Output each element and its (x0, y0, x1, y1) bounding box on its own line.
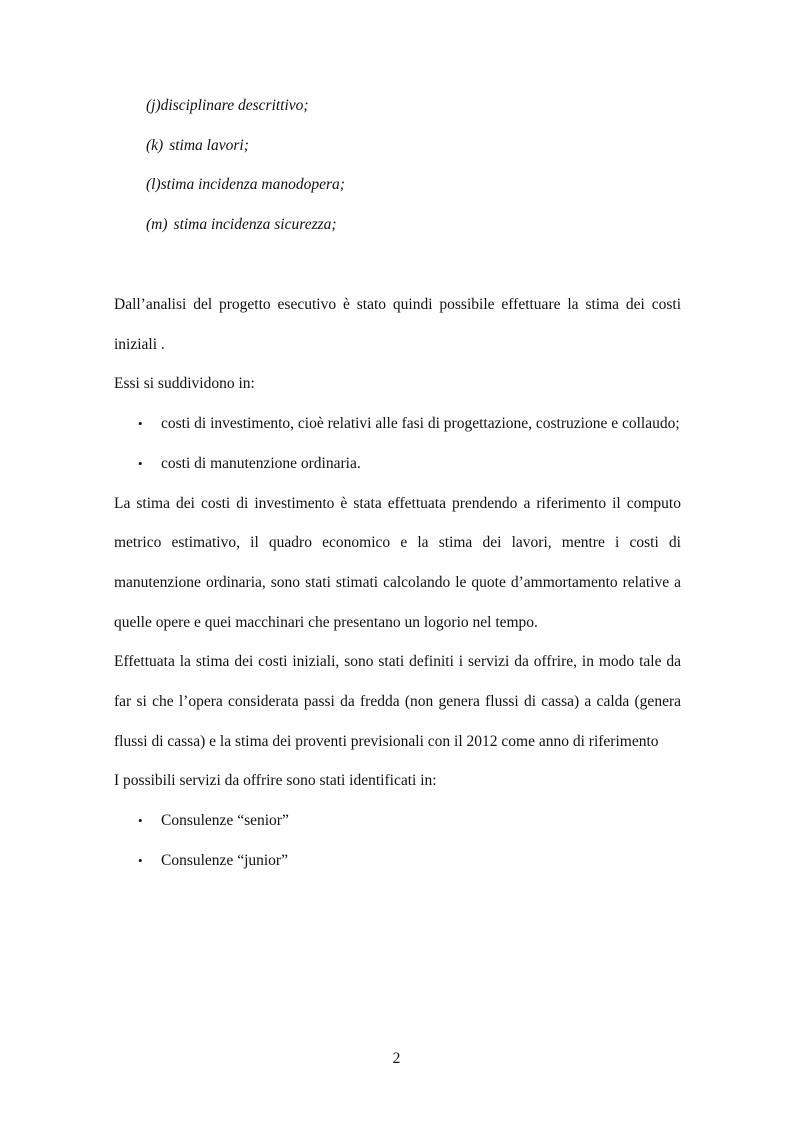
paragraph: Dall’analisi del progetto esecutivo è stato quindi possibile effettuare la stima dei costi iniziali . (114, 296, 681, 353)
list-text: disciplinare descrittivo; (160, 97, 309, 114)
document-list (146, 93, 646, 251)
bullet-text: costi di investimento, cioè relativi alle fasi di progettazione, costruzione e collaudo; (161, 415, 680, 433)
document-body (114, 285, 681, 881)
paragraph: I possibili servizi da offrire sono stati identificati in: (114, 772, 437, 790)
paragraph: Effettuata la stima dei costi iniziali, sono stati definiti i servizi da offrire, in modo tale da far si che l’opera considerata passi da fredda (non genera flussi di cassa) a calda (genera flussi di cassa) e la stima dei proventi previsionali con il 2012 come anno di riferimento (114, 653, 681, 750)
list-item (146, 172, 646, 212)
list-item (146, 212, 646, 252)
bullet-icon: • (138, 455, 143, 471)
page-number: 2 (392, 1050, 401, 1067)
list-text: stima incidenza manodopera; (160, 176, 345, 193)
bullet-item (114, 444, 681, 484)
list-item (146, 93, 646, 133)
list-marker: (l) (146, 176, 161, 193)
bullet-item (114, 841, 681, 881)
list-text: stima incidenza sicurezza; (173, 215, 337, 233)
bullet-item (114, 801, 681, 841)
bullet-text: costi di manutenzione ordinaria. (161, 454, 361, 472)
bullet-icon: • (138, 416, 143, 432)
paragraph: Essi si suddividono in: (114, 375, 255, 393)
bullet-text: Consulenze “junior” (161, 851, 288, 869)
bullet-text: Consulenze “senior” (161, 812, 289, 830)
list-item (146, 133, 646, 173)
bullet-icon: • (138, 813, 143, 829)
list-marker: (j) (146, 97, 161, 114)
list-marker: (k) (146, 136, 164, 154)
list-text: stima lavori; (169, 136, 249, 154)
bullet-icon: • (138, 852, 143, 868)
paragraph: La stima dei costi di investimento è stata effettuata prendendo a riferimento il computo metrico estimativo, il quadro economico e la stima dei lavori, mentre i costi di manutenzione ordinaria, sono stati stimati calcolando le quote d’ammortamento relative a quelle opere e quei macchinari che presentano un logorio nel tempo. (114, 494, 681, 631)
list-marker: (m) (146, 215, 168, 233)
bullet-item (114, 404, 681, 444)
